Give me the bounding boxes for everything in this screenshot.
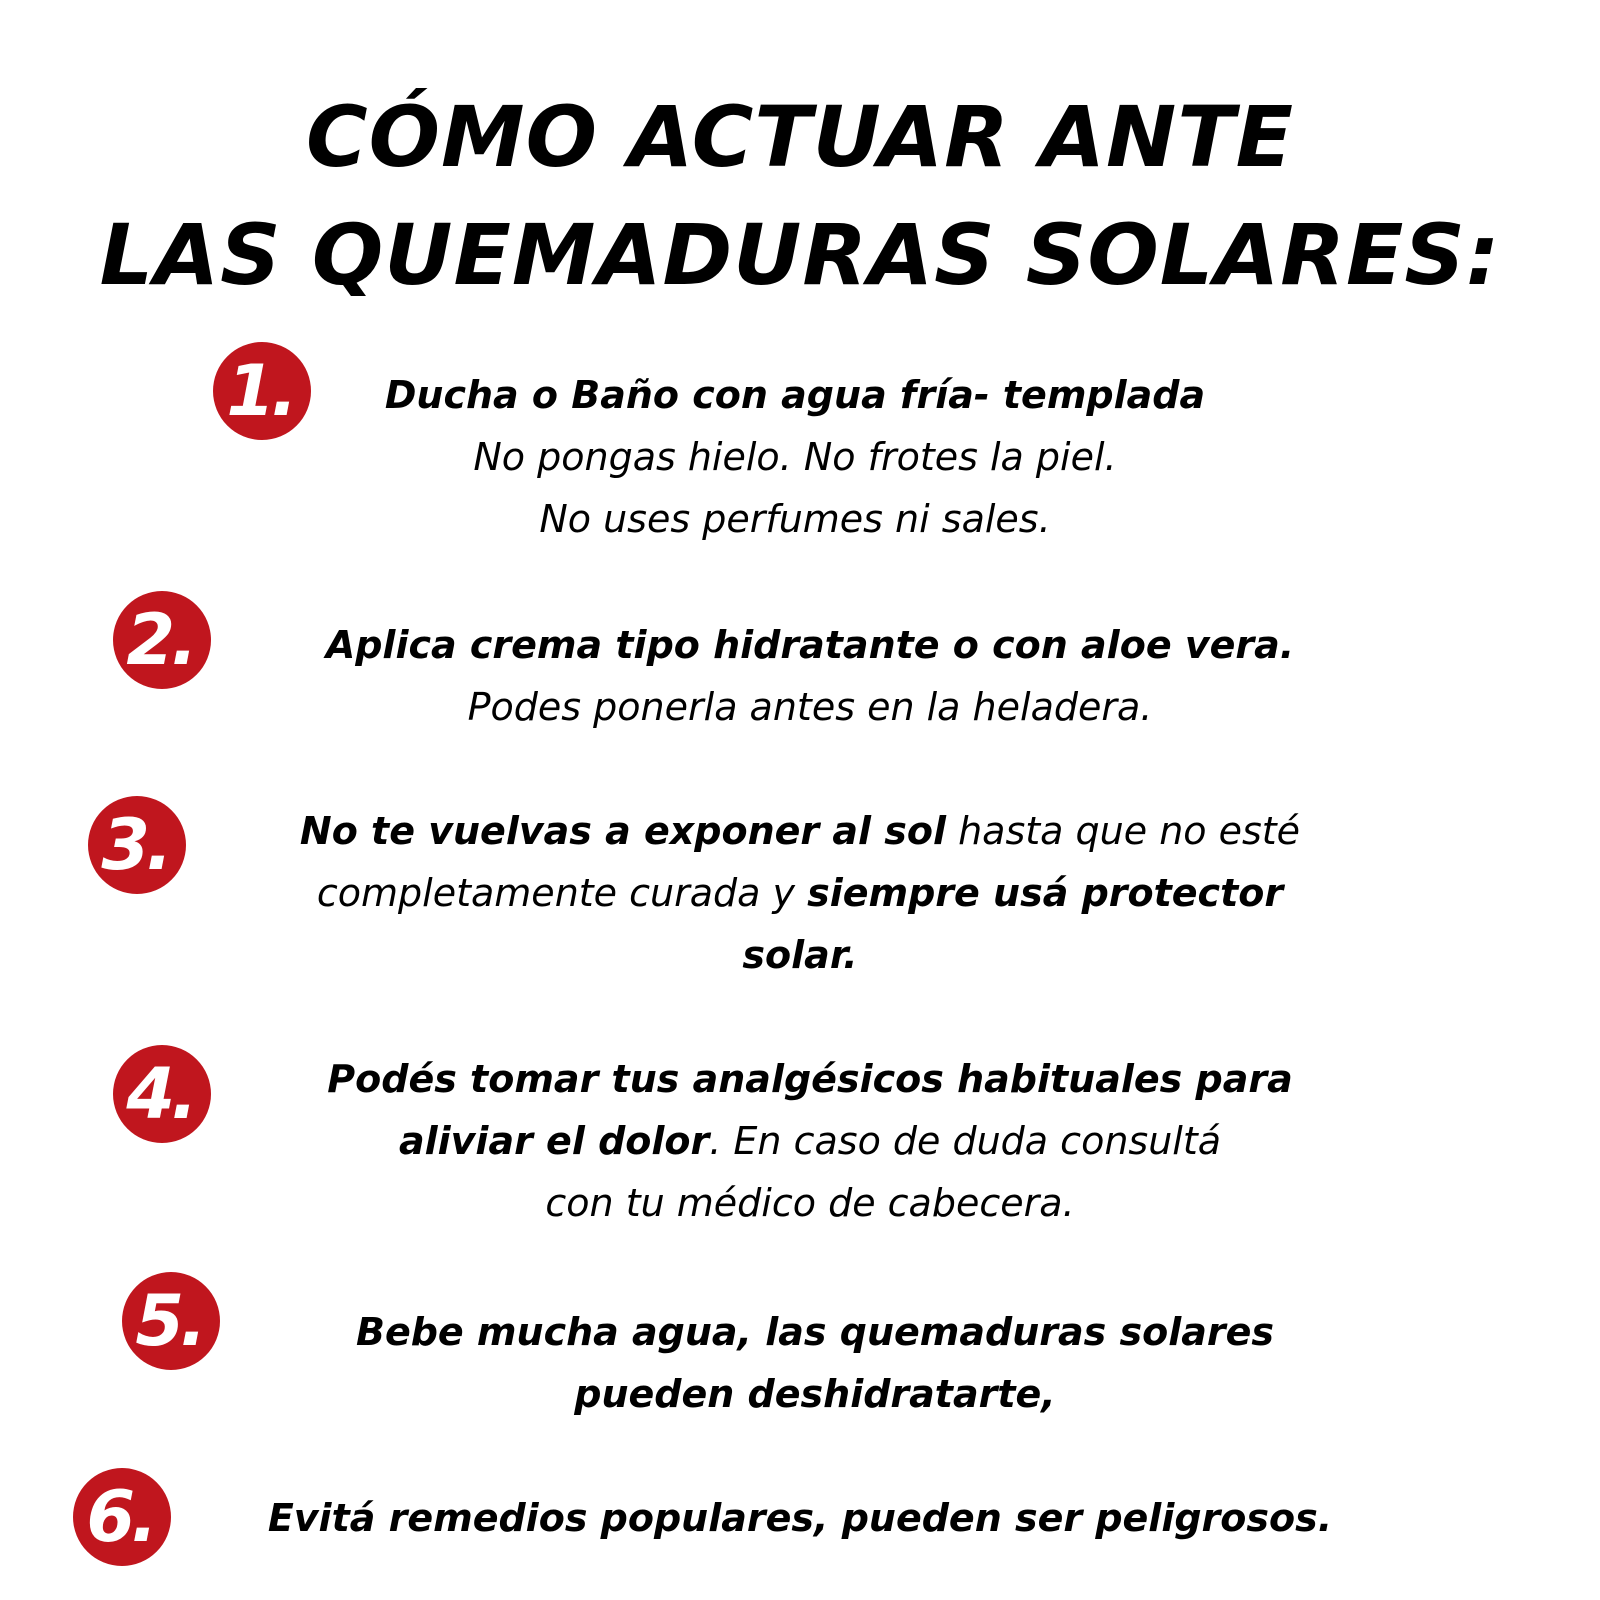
step-2-text <box>210 614 1410 738</box>
step-5-number-badge: 5. <box>122 1272 220 1370</box>
step-3-bold-2: siempre usá protector <box>807 871 1284 915</box>
step-1-line-2: No pongas hielo. No frotes la piel. <box>473 435 1117 479</box>
step-4-bold-2: aliviar el dolor <box>398 1119 710 1163</box>
step-4-normal-1: . En caso de duda consultá <box>709 1119 1222 1163</box>
step-4-number-badge: 4. <box>113 1045 211 1143</box>
step-6-line-1: Evitá remedios populares, pueden ser peligrosos. <box>267 1496 1333 1540</box>
step-4-normal-2: con tu médico de cabecera. <box>545 1181 1075 1225</box>
step-5-line-2: pueden deshidratarte, <box>574 1372 1056 1416</box>
step-6-number-badge: 6. <box>73 1468 171 1566</box>
step-3-bold-3: solar. <box>742 933 858 977</box>
step-2-heading: Aplica crema tipo hidratante o con aloe vera. <box>325 623 1295 667</box>
step-3-normal-1: hasta que no esté <box>946 809 1301 853</box>
step-1-heading: Ducha o Baño con agua fría- templada <box>384 373 1206 417</box>
step-5-text <box>230 1301 1400 1425</box>
title-line-2: LAS QUEMADURAS SOLARES: <box>99 206 1501 304</box>
title-line-1: CÓMO ACTUAR ANTE <box>305 88 1295 186</box>
step-2-line-2: Podes ponerla antes en la heladera. <box>467 685 1153 729</box>
step-1-text <box>290 364 1300 550</box>
step-3-number-badge: 3. <box>88 796 186 894</box>
step-6-text <box>170 1487 1430 1549</box>
page-title <box>0 78 1600 314</box>
step-1-number-badge: 1. <box>213 342 311 440</box>
step-2-number-badge: 2. <box>113 591 211 689</box>
step-4-text <box>210 1048 1410 1234</box>
step-3-text <box>180 800 1420 986</box>
step-3-bold-1: No te vuelvas a exponer al sol <box>299 809 947 853</box>
step-1-line-3: No uses perfumes ni sales. <box>539 497 1051 541</box>
step-5-line-1: Bebe mucha agua, las quemaduras solares <box>355 1310 1275 1354</box>
step-4-bold-1: Podés tomar tus analgésicos habituales para <box>327 1057 1293 1101</box>
step-3-normal-2: completamente curada y <box>316 871 808 915</box>
